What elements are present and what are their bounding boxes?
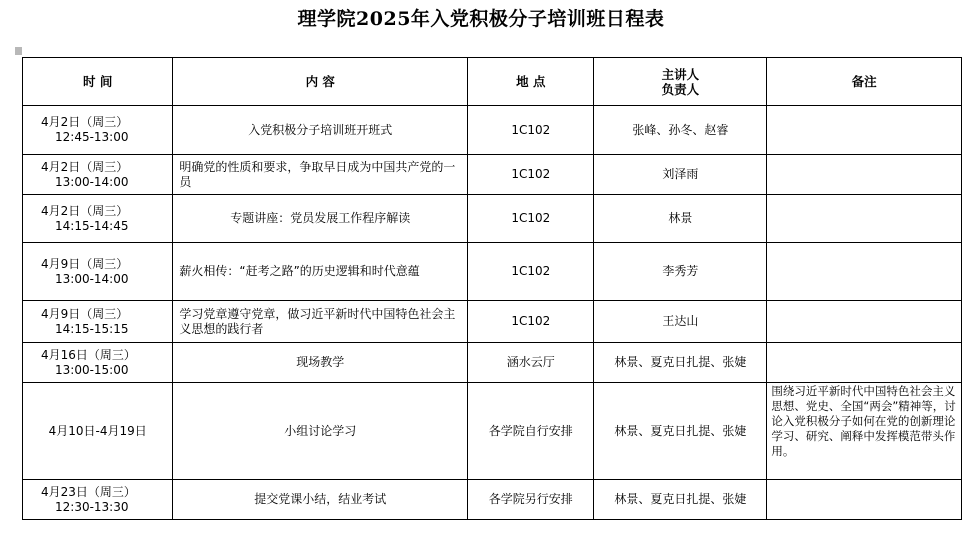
time-date: 4月2日（周三） bbox=[41, 159, 129, 174]
cell-speaker: 林景、夏克日扎提、张婕 bbox=[594, 383, 767, 480]
cell-content: 小组讨论学习 bbox=[173, 383, 468, 480]
table-row bbox=[23, 343, 962, 383]
time-range: 13:00-14:00 bbox=[55, 271, 129, 286]
cell-place: 1C102 bbox=[468, 243, 594, 301]
schedule-table bbox=[22, 57, 962, 520]
cell-content: 专题讲座：党员发展工作程序解读 bbox=[173, 195, 468, 243]
time-range: 13:00-15:00 bbox=[55, 362, 129, 377]
time-range: 14:15-14:45 bbox=[55, 218, 129, 233]
header-time: 时 间 bbox=[23, 58, 173, 106]
cell-time bbox=[23, 301, 173, 343]
cell-note bbox=[767, 301, 962, 343]
cell-speaker: 王达山 bbox=[594, 301, 767, 343]
cell-time bbox=[23, 243, 173, 301]
time-date: 4月9日（周三） bbox=[41, 256, 129, 271]
table-row bbox=[23, 383, 962, 480]
page-title: 理学院2025年入党积极分子培训班日程表 bbox=[297, 8, 665, 30]
cell-time bbox=[23, 343, 173, 383]
cell-note bbox=[767, 343, 962, 383]
cell-time bbox=[23, 155, 173, 195]
cell-content: 入党积极分子培训班开班式 bbox=[173, 106, 468, 155]
cell-place: 各学院自行安排 bbox=[468, 383, 594, 480]
table-row bbox=[23, 301, 962, 343]
cell-place: 涵水云厅 bbox=[468, 343, 594, 383]
table-move-handle[interactable] bbox=[15, 47, 22, 55]
cell-speaker: 林景、夏克日扎提、张婕 bbox=[594, 343, 767, 383]
header-speaker bbox=[594, 58, 767, 106]
cell-speaker: 林景、夏克日扎提、张婕 bbox=[594, 480, 767, 520]
time-date: 4月23日（周三） bbox=[41, 484, 136, 499]
cell-speaker: 张峰、孙冬、赵睿 bbox=[594, 106, 767, 155]
time-date: 4月16日（周三） bbox=[41, 347, 136, 362]
time-range: 13:00-14:00 bbox=[55, 174, 129, 189]
cell-note bbox=[767, 106, 962, 155]
table-row bbox=[23, 106, 962, 155]
cell-note: 围绕习近平新时代中国特色社会主义思想、党史、全国“两会”精神等，讨论入党积极分子如何在党的创新理论学习、研究、阐释中发挥模范带头作用。 bbox=[767, 383, 962, 480]
time-date: 4月2日（周三） bbox=[41, 203, 129, 218]
header-speaker-line1: 主讲人 bbox=[661, 66, 700, 82]
table-row bbox=[23, 480, 962, 520]
cell-content: 现场教学 bbox=[173, 343, 468, 383]
header-speaker-line2: 负责人 bbox=[661, 81, 700, 97]
time-range: 12:30-13:30 bbox=[55, 499, 129, 514]
header-note: 备注 bbox=[767, 58, 962, 106]
cell-note bbox=[767, 155, 962, 195]
cell-note bbox=[767, 480, 962, 520]
cell-speaker: 刘泽雨 bbox=[594, 155, 767, 195]
cell-time bbox=[23, 195, 173, 243]
cell-speaker: 李秀芳 bbox=[594, 243, 767, 301]
table-header-row bbox=[23, 58, 962, 106]
header-content: 内 容 bbox=[173, 58, 468, 106]
cell-place: 1C102 bbox=[468, 155, 594, 195]
table-row bbox=[23, 195, 962, 243]
cell-content: 薪火相传：“赶考之路”的历史逻辑和时代意蕴 bbox=[173, 243, 468, 301]
cell-time: 4月10日-4月19日 bbox=[23, 383, 173, 480]
cell-place: 各学院另行安排 bbox=[468, 480, 594, 520]
cell-place: 1C102 bbox=[468, 301, 594, 343]
cell-note bbox=[767, 243, 962, 301]
cell-place: 1C102 bbox=[468, 106, 594, 155]
cell-content: 学习党章遵守党章，做习近平新时代中国特色社会主义思想的践行者 bbox=[173, 301, 468, 343]
cell-note bbox=[767, 195, 962, 243]
cell-speaker: 林景 bbox=[594, 195, 767, 243]
header-place: 地 点 bbox=[468, 58, 594, 106]
cell-content: 明确党的性质和要求，争取早日成为中国共产党的一员 bbox=[173, 155, 468, 195]
time-range: 14:15-15:15 bbox=[55, 321, 129, 336]
cell-place: 1C102 bbox=[468, 195, 594, 243]
cell-time bbox=[23, 106, 173, 155]
table-row bbox=[23, 243, 962, 301]
time-date: 4月2日（周三） bbox=[41, 115, 129, 129]
time-range: 12:45-13:00 bbox=[55, 130, 129, 144]
cell-time bbox=[23, 480, 173, 520]
table-row bbox=[23, 155, 962, 195]
cell-content: 提交党课小结，结业考试 bbox=[173, 480, 468, 520]
time-date: 4月9日（周三） bbox=[41, 306, 129, 321]
